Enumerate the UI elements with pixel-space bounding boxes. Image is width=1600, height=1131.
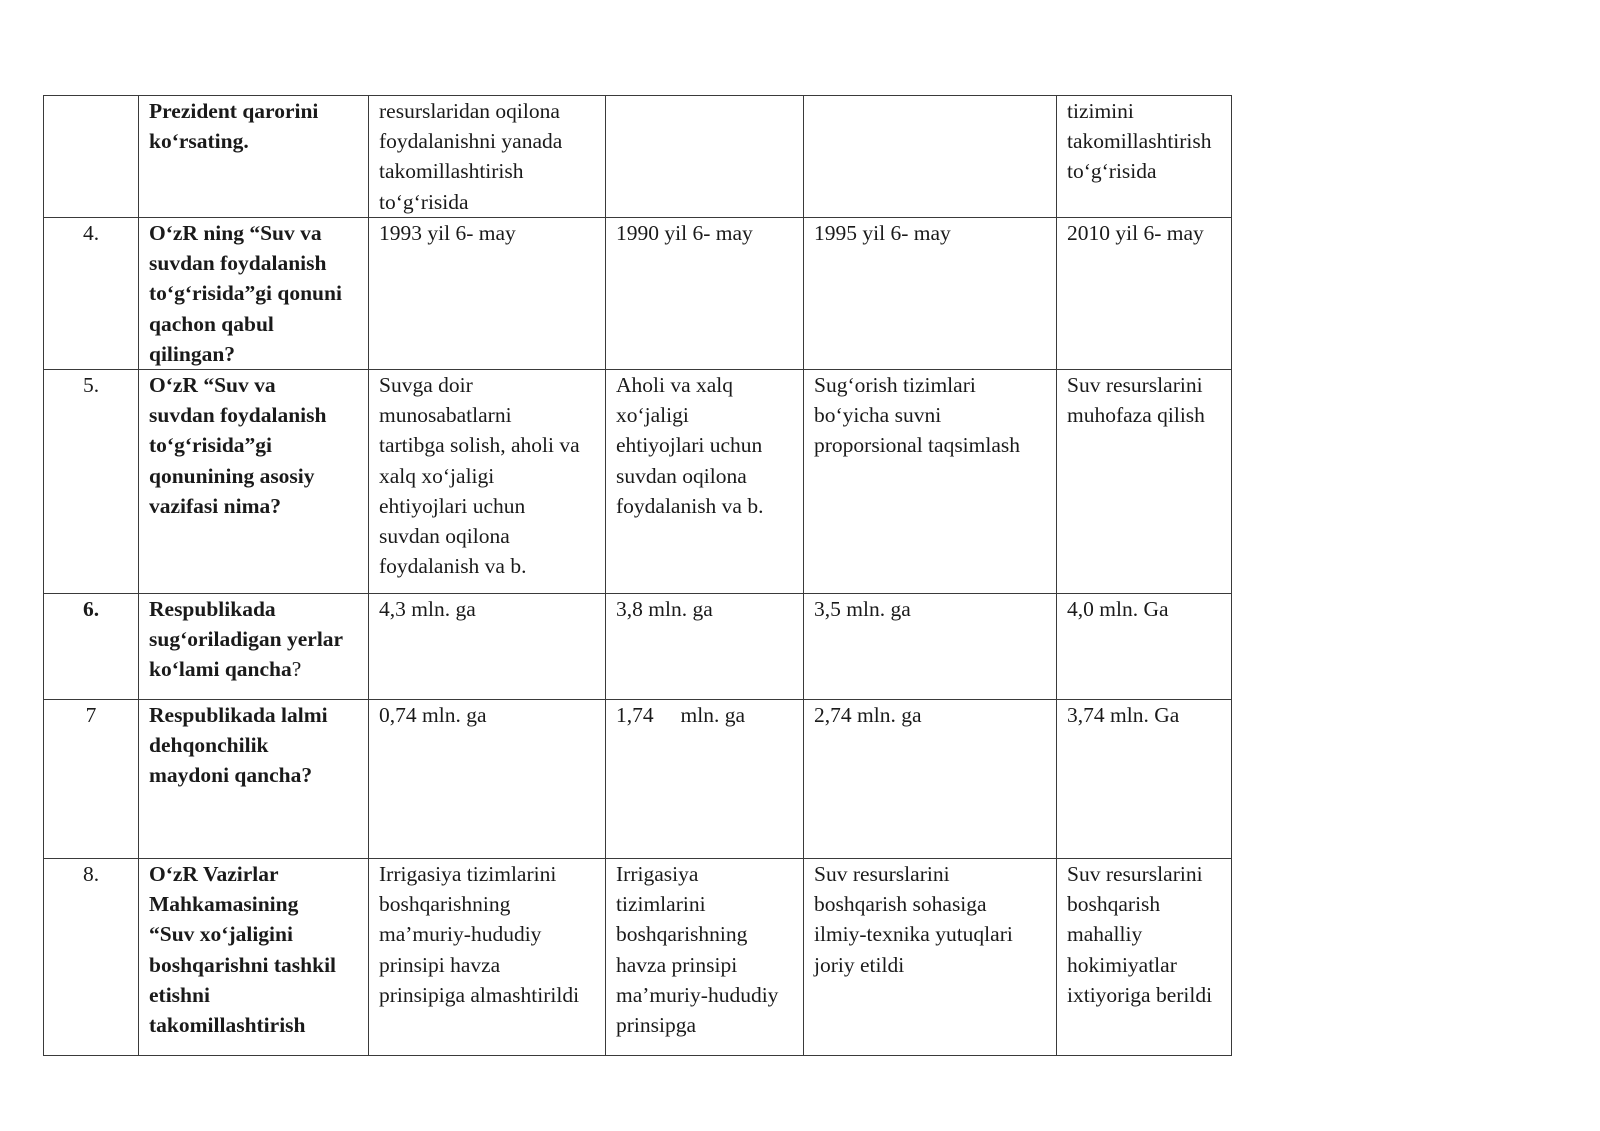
answer-cell-d: 2010 yil 6- may xyxy=(1057,218,1232,370)
answer-cell-c: Suv resurslarini boshqarish sohasiga ilmiy-texnika yutuqlari joriy etildi xyxy=(804,859,1057,1056)
question-cell: O‘zR “Suv va suvdan foydalanish to‘g‘risida”gi qonunining asosiy vazifasi nima? xyxy=(139,370,369,594)
quiz-table xyxy=(43,95,1232,1056)
answer-cell-a: 0,74 mln. ga xyxy=(369,700,606,859)
answer-cell-a: Irrigasiya tizimlarini boshqarishning ma’muriy-hududiy prinsipi havza prinsipiga almashtirildi xyxy=(369,859,606,1056)
table-row xyxy=(44,96,1232,218)
answer-cell-b: Irrigasiya tizimlarini boshqarishning havza prinsipi ma’muriy-hududiy prinsipga xyxy=(606,859,804,1056)
table-row xyxy=(44,594,1232,700)
answer-cell-c: 1995 yil 6- may xyxy=(804,218,1057,370)
table-row xyxy=(44,700,1232,859)
answer-cell-a: resurslaridan oqilona foydalanishni yanada takomillashtirish to‘g‘risida xyxy=(369,96,606,218)
answer-cell-d: tizimini takomillashtirish to‘g‘risida xyxy=(1057,96,1232,218)
question-cell: Respublikada lalmi dehqonchilik maydoni qancha? xyxy=(139,700,369,859)
row-number: 6. xyxy=(44,594,139,700)
answer-cell-c: 3,5 mln. ga xyxy=(804,594,1057,700)
answer-cell-a: 4,3 mln. ga xyxy=(369,594,606,700)
answer-cell-d: 3,74 mln. Ga xyxy=(1057,700,1232,859)
answer-cell-a: Suvga doir munosabatlarni tartibga solish, aholi va xalq xo‘jaligi ehtiyojlari uchun suvdan oqilona foydalanish va b. xyxy=(369,370,606,594)
answer-cell-a: 1993 yil 6- may xyxy=(369,218,606,370)
question-cell: Respublikada sug‘oriladigan yerlar ko‘lami qancha? xyxy=(139,594,369,700)
question-cell: Prezident qarorini ko‘rsating. xyxy=(139,96,369,218)
row-number: 4. xyxy=(44,218,139,370)
row-number: 8. xyxy=(44,859,139,1056)
answer-cell-b: 1990 yil 6- may xyxy=(606,218,804,370)
answer-cell-c: Sug‘orish tizimlari bo‘yicha suvni proporsional taqsimlash xyxy=(804,370,1057,594)
row-number: 5. xyxy=(44,370,139,594)
answer-cell-b: 3,8 mln. ga xyxy=(606,594,804,700)
table-row xyxy=(44,218,1232,370)
answer-cell-d: Suv resurslarini muhofaza qilish xyxy=(1057,370,1232,594)
answer-cell-c xyxy=(804,96,1057,218)
answer-cell-c: 2,74 mln. ga xyxy=(804,700,1057,859)
table-row xyxy=(44,859,1232,1056)
answer-cell-d: Suv resurslarini boshqarish mahalliy hokimiyatlar ixtiyoriga berildi xyxy=(1057,859,1232,1056)
row-number: 7 xyxy=(44,700,139,859)
answer-cell-b: Aholi va xalq xo‘jaligi ehtiyojlari uchun suvdan oqilona foydalanish va b. xyxy=(606,370,804,594)
answer-cell-d: 4,0 mln. Ga xyxy=(1057,594,1232,700)
answer-cell-b: 1,74 mln. ga xyxy=(606,700,804,859)
row-number xyxy=(44,96,139,218)
question-cell: O‘zR Vazirlar Mahkamasining “Suv xo‘jaligini boshqarishni tashkil etishni takomillashtirish xyxy=(139,859,369,1056)
question-cell: O‘zR ning “Suv va suvdan foydalanish to‘g‘risida”gi qonuni qachon qabul qilingan? xyxy=(139,218,369,370)
answer-cell-b xyxy=(606,96,804,218)
table-row xyxy=(44,370,1232,594)
